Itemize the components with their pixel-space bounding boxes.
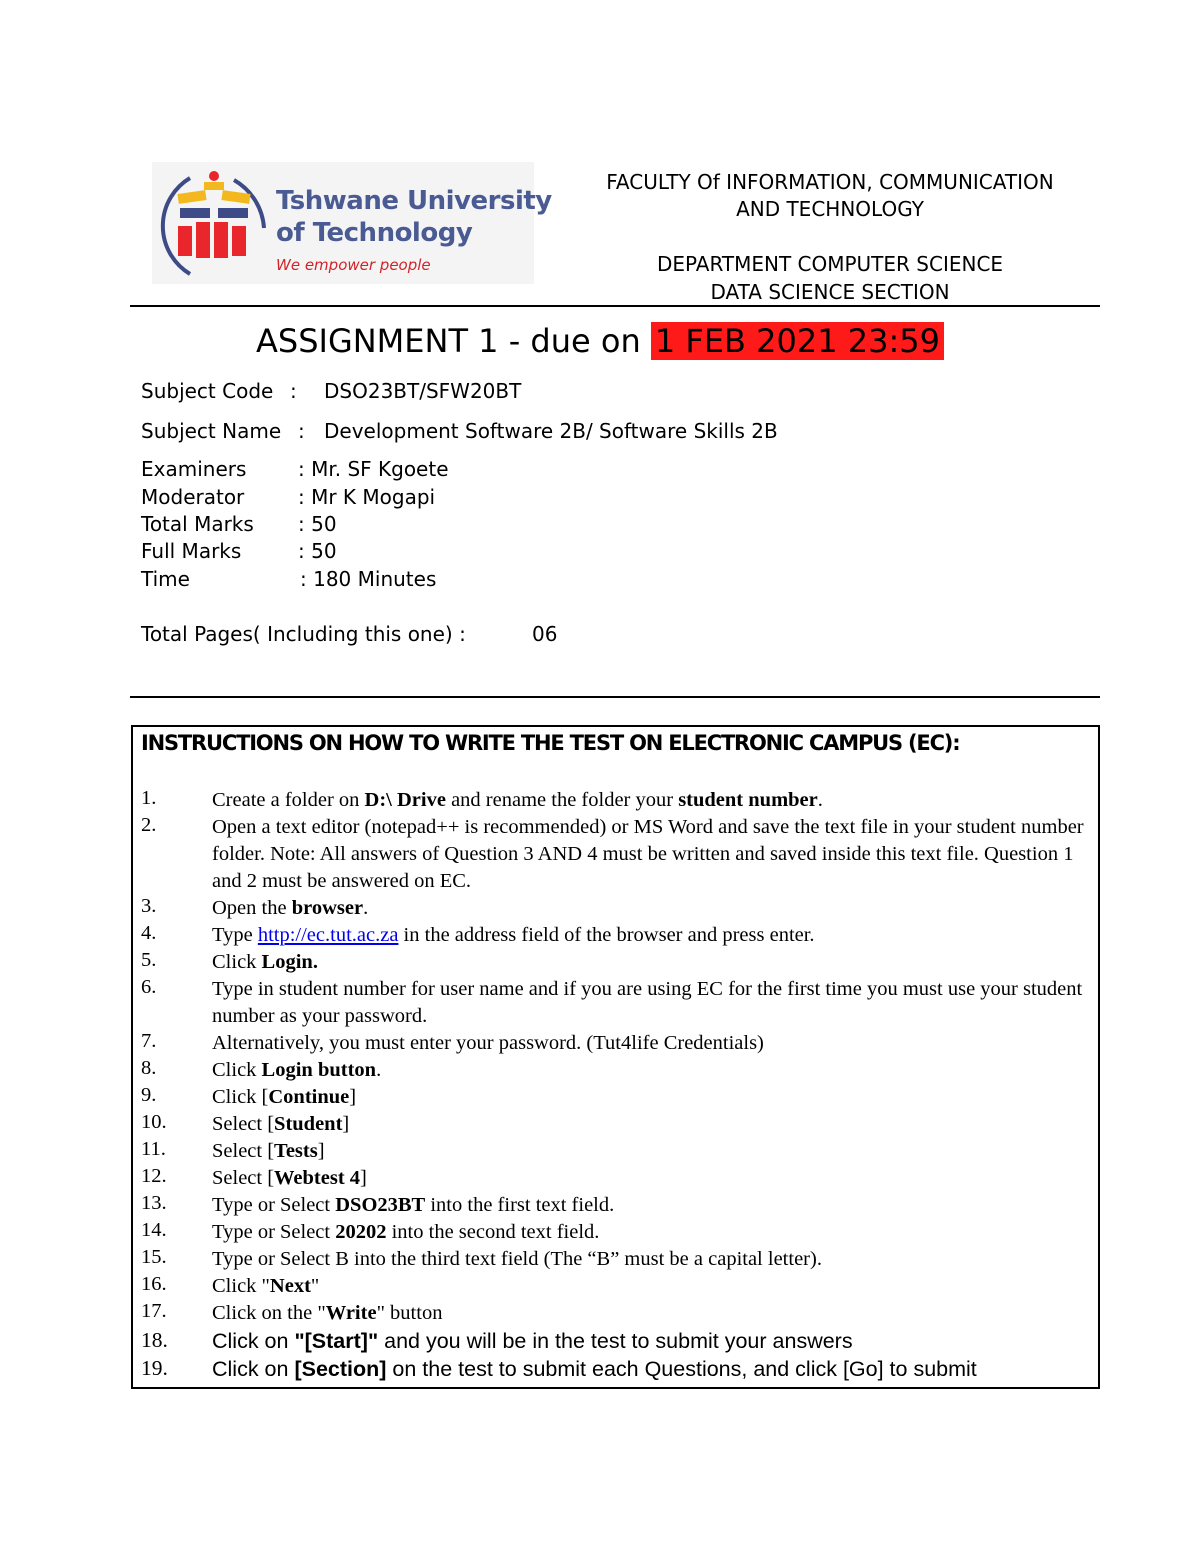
total-marks-value: : 50 xyxy=(298,512,337,536)
text-run: ] xyxy=(317,1140,325,1162)
instruction-number: 12. xyxy=(141,1165,167,1187)
instruction-text xyxy=(212,1057,1092,1084)
total-pages-value: 06 xyxy=(532,622,558,646)
instruction-text xyxy=(212,922,1092,949)
instruction-number: 3. xyxy=(141,895,157,917)
text-run: Type or Select xyxy=(212,1221,336,1243)
text-run: Click on xyxy=(212,1329,295,1353)
instruction-number: 7. xyxy=(141,1030,157,1052)
instruction-number: 19. xyxy=(141,1356,168,1380)
bold-term: Login. xyxy=(261,951,318,973)
text-run: Open the xyxy=(212,897,292,919)
instruction-text xyxy=(212,814,1092,895)
subject-code-sep: : xyxy=(290,379,297,403)
instruction-number: 6. xyxy=(141,976,157,998)
time-label: Time xyxy=(141,567,190,591)
bold-term: Student xyxy=(274,1113,343,1135)
text-run: " button xyxy=(376,1302,443,1324)
text-run: Alternatively, you must enter your password. (Tut4life Credentials) xyxy=(212,1032,764,1054)
section-name: DATA SCIENCE SECTION xyxy=(710,280,950,304)
text-run: Click [ xyxy=(212,1086,269,1108)
bold-term: "[Start]" xyxy=(294,1329,379,1353)
department-name: DEPARTMENT COMPUTER SCIENCE xyxy=(656,252,1004,276)
total-marks-label: Total Marks xyxy=(141,512,254,536)
subject-name-sep: : xyxy=(298,419,305,443)
bold-term: Continue xyxy=(268,1086,350,1108)
faculty-line1: FACULTY Of INFORMATION, COMMUNICATION xyxy=(606,170,1054,194)
text-run: in the address field of the browser and press enter. xyxy=(398,924,815,946)
instruction-number: 13. xyxy=(141,1192,167,1214)
text-run: Type in student number for user name and if you are using EC for the first time you must use your student number as your password. xyxy=(212,978,1083,1027)
bold-term: 20202 xyxy=(335,1221,387,1243)
bold-term: [Section] xyxy=(294,1357,387,1381)
title-prefix: ASSIGNMENT 1 - due on xyxy=(255,322,651,360)
subject-code-label: Subject Code xyxy=(141,379,274,403)
instruction-text xyxy=(212,1030,1092,1057)
text-run: Select [ xyxy=(212,1113,275,1135)
bold-term: D:\ Drive xyxy=(364,789,446,811)
instruction-text xyxy=(212,976,1092,1030)
instruction-text xyxy=(212,1300,1092,1327)
text-run: Select [ xyxy=(212,1167,275,1189)
instruction-number: 2. xyxy=(141,814,157,836)
subject-code-value: DSO23BT/SFW20BT xyxy=(324,379,522,403)
instruction-text xyxy=(212,1165,1092,1192)
bold-term: Write xyxy=(325,1302,377,1324)
bold-term: student number xyxy=(678,789,818,811)
full-marks-label: Full Marks xyxy=(141,539,242,563)
faculty-line2: AND TECHNOLOGY xyxy=(736,197,924,221)
full-marks-value: : 50 xyxy=(298,539,337,563)
examiners-value: : Mr. SF Kgoete xyxy=(298,457,449,481)
moderator-label: Moderator xyxy=(141,485,245,509)
text-run: . xyxy=(363,897,369,919)
text-run: " xyxy=(310,1275,320,1297)
instruction-number: 5. xyxy=(141,949,157,971)
instruction-text xyxy=(212,1138,1092,1165)
logo-name-line2: of Technology xyxy=(276,218,473,248)
meta-rule xyxy=(130,696,1100,698)
instruction-number: 16. xyxy=(141,1273,167,1295)
bold-term: Webtest 4 xyxy=(274,1167,361,1189)
text-run: into the first text field. xyxy=(425,1194,615,1216)
subject-name-label: Subject Name xyxy=(141,419,282,443)
ec-link[interactable]: http://ec.tut.ac.za xyxy=(257,924,399,946)
instruction-number: 18. xyxy=(141,1328,168,1352)
instruction-text xyxy=(212,1273,1092,1300)
text-run: Select [ xyxy=(212,1140,275,1162)
total-pages-label: Total Pages( Including this one) : xyxy=(141,622,466,646)
instruction-text xyxy=(212,949,1092,976)
instruction-text xyxy=(212,1356,1092,1383)
logo-tagline: We empower people xyxy=(276,256,431,274)
text-run: Click " xyxy=(212,1275,270,1297)
bold-term: Next xyxy=(269,1275,311,1297)
instruction-text xyxy=(212,1246,1092,1273)
instruction-text xyxy=(212,1219,1092,1246)
text-run: Type xyxy=(212,924,258,946)
bold-term: Login button xyxy=(261,1059,377,1081)
instruction-number: 10. xyxy=(141,1111,167,1133)
text-run: ] xyxy=(349,1086,357,1108)
due-date-highlight: 1 FEB 2021 23:59 xyxy=(651,322,944,360)
bold-term: DSO23BT xyxy=(335,1194,426,1216)
instruction-text xyxy=(212,1328,1092,1355)
instruction-text xyxy=(212,1111,1092,1138)
header-rule xyxy=(130,305,1100,307)
logo-name-line1: Tshwane University xyxy=(276,186,552,216)
moderator-value: : Mr K Mogapi xyxy=(298,485,436,509)
text-run: Type or Select xyxy=(212,1194,336,1216)
instructions-heading: INSTRUCTIONS ON HOW TO WRITE THE TEST ON ELECTRONIC CAMPUS (EC): xyxy=(141,731,960,755)
text-run: . xyxy=(817,789,823,811)
instruction-text xyxy=(212,1084,1092,1111)
text-run: into the second text field. xyxy=(386,1221,600,1243)
text-run: and rename the folder your xyxy=(445,789,679,811)
bold-term: Tests xyxy=(274,1140,318,1162)
bold-term: browser xyxy=(291,897,364,919)
text-run: Click on the " xyxy=(212,1302,326,1324)
instruction-number: 11. xyxy=(141,1138,166,1160)
instruction-number: 14. xyxy=(141,1219,167,1241)
text-run: and you will be in the test to submit your answers xyxy=(378,1329,853,1353)
time-value: : 180 Minutes xyxy=(300,567,437,591)
instruction-number: 1. xyxy=(141,787,157,809)
text-run: ] xyxy=(342,1113,350,1135)
subject-name-value: Development Software 2B/ Software Skills 2B xyxy=(324,419,778,443)
instruction-number: 17. xyxy=(141,1300,167,1322)
examiners-label: Examiners xyxy=(141,457,247,481)
instruction-number: 9. xyxy=(141,1084,157,1106)
text-run: Type or Select B into the third text field (The “B” must be a capital letter). xyxy=(212,1248,822,1270)
text-run: Click xyxy=(212,1059,262,1081)
instruction-number: 4. xyxy=(141,922,157,944)
instruction-text xyxy=(212,787,1092,814)
instruction-number: 15. xyxy=(141,1246,167,1268)
assignment-title xyxy=(0,322,1200,360)
text-run: . xyxy=(376,1059,382,1081)
text-run: Open a text editor (notepad++ is recommended) or MS Word and save the text file in your student number folder. Note: All answers of Question 3 AND 4 must be written and saved inside this text file. Question 1 and 2 must be answered on EC. xyxy=(212,816,1084,892)
text-run: Create a folder on xyxy=(212,789,365,811)
text-run: ] xyxy=(360,1167,367,1189)
text-run: Click on xyxy=(212,1357,295,1381)
text-run: Click xyxy=(212,951,262,973)
instruction-text xyxy=(212,1192,1092,1219)
text-run: on the test to submit each Questions, and click [Go] to submit xyxy=(386,1357,977,1381)
instruction-text xyxy=(212,895,1092,922)
instruction-number: 8. xyxy=(141,1057,157,1079)
